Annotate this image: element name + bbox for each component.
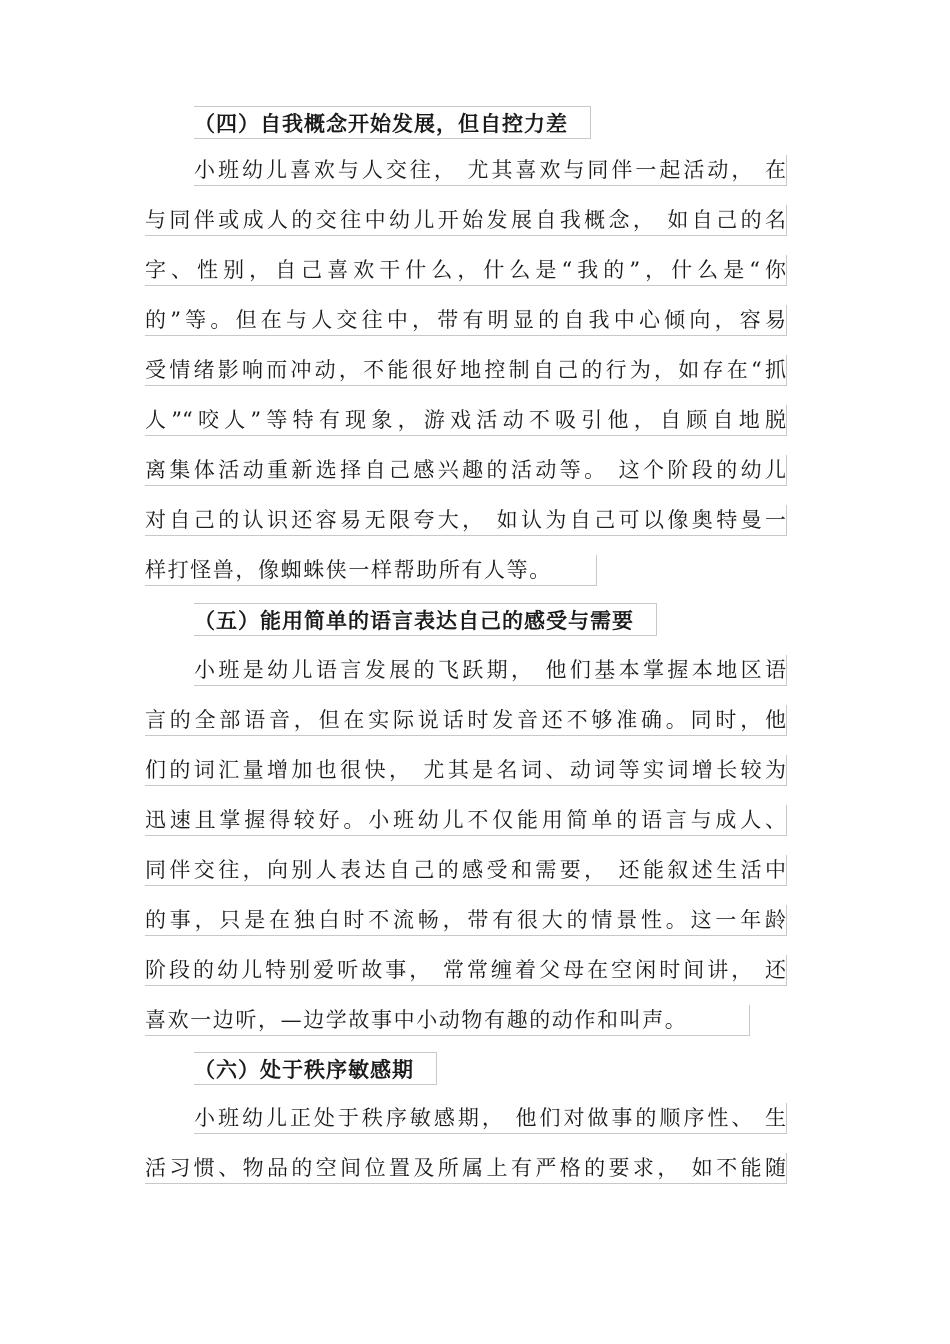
- section-heading: （六）处于秩序敏感期: [194, 1052, 437, 1085]
- paragraph-line: 样打怪兽，像蜘蛛侠一样帮助所有人等。: [145, 555, 597, 586]
- paragraph-line: 的”等。但在与人交往中，带有明显的自我中心倾向，容易: [145, 305, 787, 336]
- section-heading: （五）能用简单的语言表达自己的感受与需要: [194, 603, 657, 636]
- paragraph-line: 小班幼儿正处于秩序敏感期， 他们对做事的顺序性、 生: [194, 1103, 787, 1134]
- paragraph-line: 字、性别，自己喜欢干什么，什么是“我的”，什么是“你: [145, 255, 787, 286]
- paragraph-line: 人”“咬人”等特有现象，游戏活动不吸引他，自顾自地脱: [145, 405, 787, 436]
- paragraph-line: 小班是幼儿语言发展的飞跃期， 他们基本掌握本地区语: [194, 655, 787, 686]
- paragraph-line: 小班幼儿喜欢与人交往， 尤其喜欢与同伴一起活动， 在: [194, 155, 787, 186]
- paragraph-line: 离集体活动重新选择自己感兴趣的活动等。 这个阶段的幼儿: [145, 455, 787, 486]
- paragraph-line: 言的全部语音，但在实际说话时发音还不够准确。同时，他: [145, 705, 787, 736]
- paragraph-line: 受情绪影响而冲动，不能很好地控制自己的行为，如存在“抓: [145, 355, 787, 386]
- paragraph-line: 活习惯、物品的空间位置及所属上有严格的要求， 如不能随: [145, 1153, 787, 1184]
- paragraph-line: 喜欢一边听，—边学故事中小动物有趣的动作和叫声。: [145, 1005, 750, 1036]
- paragraph-line: 与同伴或成人的交往中幼儿开始发展自我概念， 如自己的名: [145, 205, 787, 236]
- paragraph-line: 的事，只是在独白时不流畅，带有很大的情景性。这一年龄: [145, 905, 787, 936]
- paragraph-line: 阶段的幼儿特别爱听故事， 常常缠着父母在空闲时间讲， 还: [145, 955, 787, 986]
- section-heading: （四）自我概念开始发展，但自控力差: [194, 106, 591, 139]
- paragraph-line: 同伴交往，向别人表达自己的感受和需要， 还能叙述生活中: [145, 855, 787, 886]
- paragraph-line: 迅速且掌握得较好。小班幼儿不仅能用简单的语言与成人、: [145, 805, 787, 836]
- paragraph-line: 对自己的认识还容易无限夸大， 如认为自己可以像奥特曼一: [145, 505, 787, 536]
- paragraph-line: 们的词汇量增加也很快， 尤其是名词、动词等实词增长较为: [145, 755, 787, 786]
